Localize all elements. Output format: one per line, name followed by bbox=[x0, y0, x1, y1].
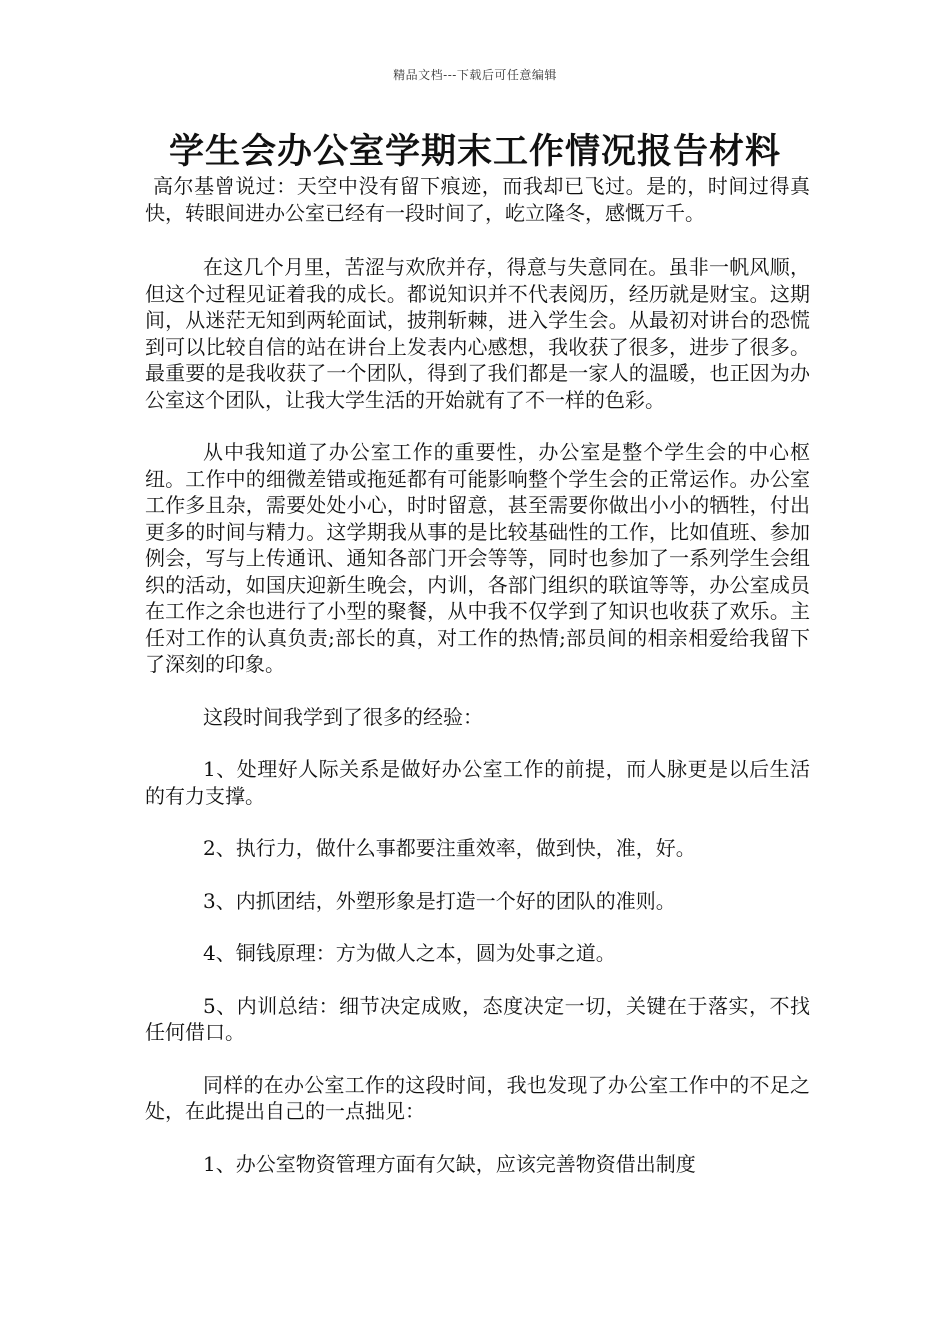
document-title: 学生会办公室学期末工作情况报告材料 bbox=[168, 132, 781, 172]
document-body bbox=[145, 173, 810, 1203]
list-item-experience-1: 1、处理好人际关系是做好办公室工作的前提，而人脉更是以后生活的有力支撑。 bbox=[145, 757, 810, 808]
paragraph-importance: 从中我知道了办公室工作的重要性，办公室是整个学生会的中心枢纽。工作中的细微差错或拖延都有可能影响整个学生会的正常运作。办公室工作多且杂，需要处处小心，时时留意，甚至需要你做出小小的牺牲，付出更多的时间与精力。这学期我从事的是比较基础性的工作，比如值班、参加例会，写与上传通讯、通知各部门开会等等，同时也参加了一系列学生会组织的活动，如国庆迎新生晚会，内训，各部门组织的联谊等等，办公室成员在工作之余也进行了小型的聚餐，从中我不仅学到了知识也收获了欢乐。主任对工作的认真负责;部长的真，对工作的热情;部员间的相亲相爱给我留下了深刻的印象。 bbox=[145, 440, 810, 676]
header-note: 精品文档---下载后可任意编辑 bbox=[393, 68, 557, 82]
paragraph-months: 在这几个月里，苦涩与欢欣并存，得意与失意同在。虽非一帆风顺，但这个过程见证着我的成长。都说知识并不代表阅历，经历就是财宝。这期间，从迷茫无知到两轮面试，披荆斩棘，进入学生会。从最初对讲台的恐慌到可以比较自信的站在讲台上发表内心感想，我收获了很多，进步了很多。最重要的是我收获了一个团队，得到了我们都是一家人的温暖，也正因为办公室这个团队，让我大学生活的开始就有了不一样的色彩。 bbox=[145, 255, 810, 412]
list-item-experience-3: 3、内抓团结，外塑形象是打造一个好的团队的准则。 bbox=[203, 888, 676, 913]
paragraph-shortcomings-intro: 同样的在办公室工作的这段时间，我也发现了办公室工作中的不足之处，在此提出自己的一点拙见： bbox=[145, 1072, 810, 1123]
list-item-shortcoming-1: 1、办公室物资管理方面有欠缺，应该完善物资借出制度 bbox=[203, 1151, 696, 1176]
paragraph-experience-intro: 这段时间我学到了很多的经验： bbox=[203, 704, 483, 729]
list-item-experience-5: 5、内训总结：细节决定成败，态度决定一切，关键在于落实，不找任何借口。 bbox=[145, 993, 810, 1044]
list-item-experience-2: 2、执行力，做什么事都要注重效率，做到快，准，好。 bbox=[203, 836, 696, 860]
list-item-experience-4: 4、铜钱原理：方为做人之本，圆为处事之道。 bbox=[203, 941, 616, 965]
paragraph-intro: 高尔基曾说过：天空中没有留下痕迹，而我却已飞过。是的，时间过得真快，转眼间进办公室已经有一段时间了，屹立隆冬，感慨万千。 bbox=[145, 174, 810, 225]
